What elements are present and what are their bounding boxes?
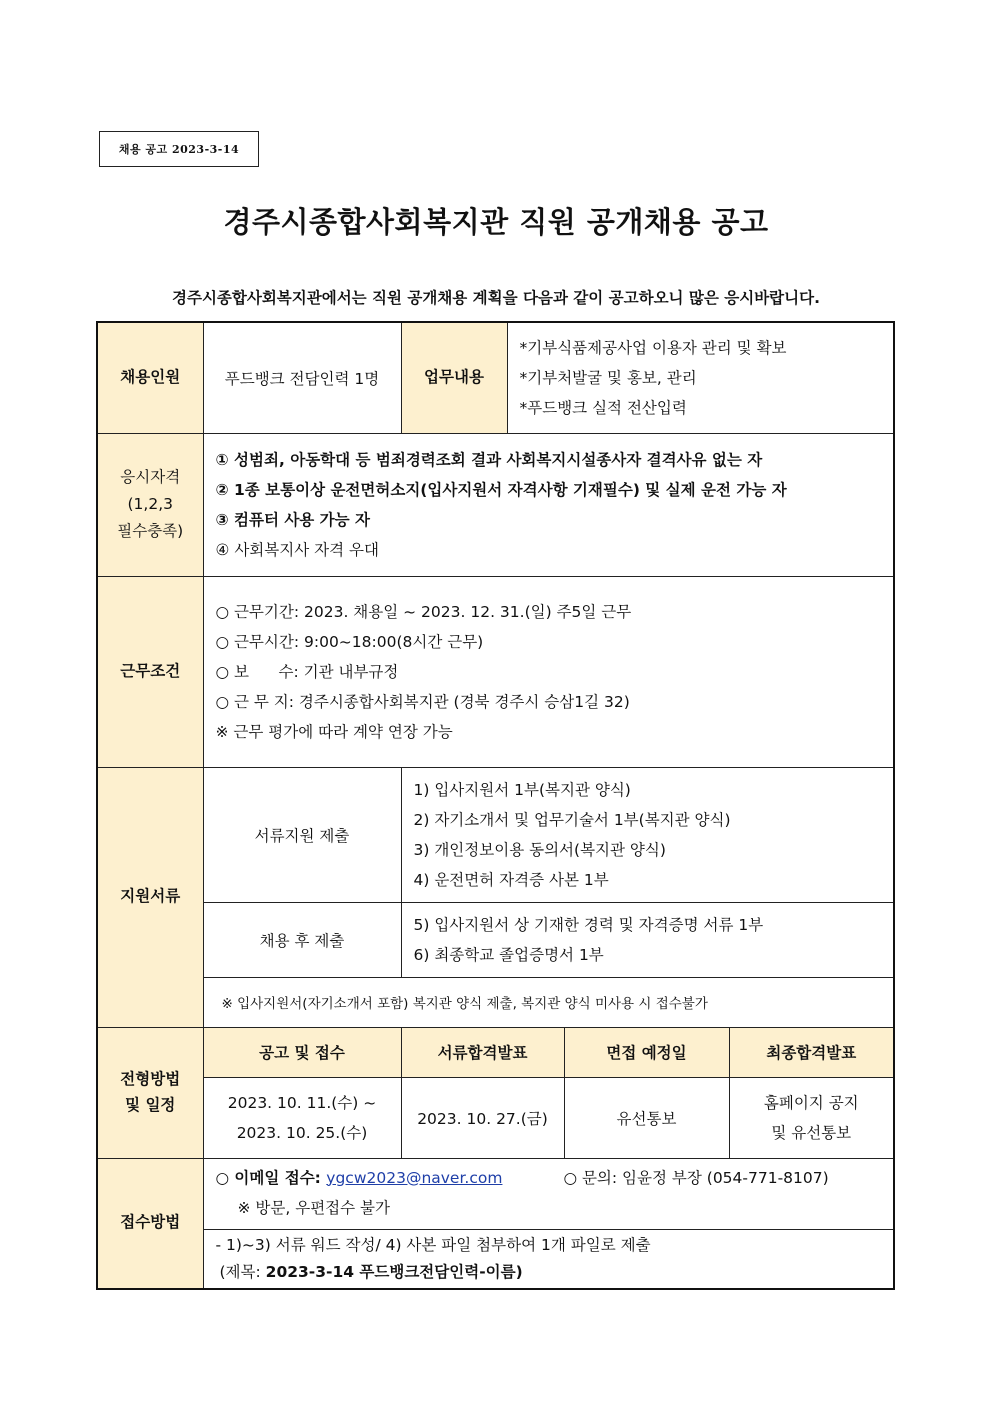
schedule-header: 면접 예정일: [564, 1027, 729, 1077]
row-documents-after: [97, 902, 894, 977]
row-apply-top: [97, 1158, 894, 1229]
submit-list: [401, 767, 894, 902]
submit-label: 서류지원 제출: [203, 767, 401, 902]
row-documents-note: [97, 977, 894, 1027]
documents-note: ※ 입사지원서(자기소개서 포함) 복지관 양식 제출, 복지관 양식 미사용 시 접수불가: [203, 977, 894, 1027]
recruit-label: 채용인원: [97, 322, 203, 433]
schedule-header: 서류합격발표: [401, 1027, 564, 1077]
subject-prefix: (제목:: [219, 1262, 266, 1281]
qualification-item: ④ 사회복지사 자격 우대: [215, 540, 379, 559]
apply-label: 접수방법: [97, 1158, 203, 1289]
document-item: 3) 개인정보이용 동의서(복지관 양식): [413, 840, 666, 859]
conditions-label: 근무조건: [97, 576, 203, 767]
recruitment-table: [96, 321, 895, 1290]
row-documents-submit: [97, 767, 894, 902]
document-item: 2) 자기소개서 및 업무기술서 1부(복지관 양식): [413, 810, 731, 829]
apply-instruction: - 1)~3) 서류 워드 작성/ 4) 사본 파일 첨부하여 1개 파일로 제출: [215, 1235, 651, 1254]
duty-list: [507, 322, 894, 433]
schedule-interview: 유선통보: [564, 1077, 729, 1158]
document-item: 6) 최종학교 졸업증명서 1부: [413, 945, 604, 964]
intro-text: 경주시종합사회복지관에서는 직원 공개채용 계획을 다음과 같이 공고하오니 많은 응시바랍니다.: [172, 289, 820, 307]
qualification-list: [203, 433, 894, 576]
subject-format: 2023-3-14 푸드뱅크전담인력-이름): [265, 1262, 523, 1281]
document-item: 4) 운전면허 자격증 사본 1부: [413, 870, 609, 889]
row-schedule-header: [97, 1027, 894, 1077]
email-link[interactable]: ygcw2023@naver.com: [326, 1168, 503, 1187]
duty-item: *기부식품제공사업 이용자 관리 및 확보: [519, 338, 787, 357]
row-recruit: [97, 322, 894, 433]
schedule-doc-result: 2023. 10. 27.(금): [401, 1077, 564, 1158]
condition-item: ○ 근무기간: 2023. 채용일 ~ 2023. 12. 31.(일) 주5일 근무: [215, 602, 632, 621]
qualification-label: 응시자격 (1,2,3 필수충족): [97, 433, 203, 576]
schedule-label: 전형방법 및 일정: [97, 1027, 203, 1158]
condition-item: ※ 근무 평가에 따라 계약 연장 가능: [215, 722, 453, 741]
duty-item: *기부처발굴 및 홍보, 관리: [519, 368, 697, 387]
schedule-header: 공고 및 접수: [203, 1027, 401, 1077]
schedule-final: 홈페이지 공지 및 유선통보: [729, 1077, 894, 1158]
apply-instruction-cell: [203, 1229, 894, 1289]
documents-label: 지원서류: [97, 767, 203, 1027]
condition-item: ○ 근무시간: 9:00~18:00(8시간 근무): [215, 632, 484, 651]
condition-item: ○ 보 수: 기관 내부규정: [215, 662, 399, 681]
page-title: 경주시종합사회복지관 직원 공개채용 공고: [223, 205, 769, 239]
contact-info: ○ 문의: 임윤정 부장 (054-771-8107): [563, 1168, 829, 1187]
apply-email-cell: [203, 1158, 894, 1229]
notice-number: 채용 공고 2023-3-14: [99, 131, 259, 167]
row-apply-bottom: [97, 1229, 894, 1289]
row-schedule-values: [97, 1077, 894, 1158]
recruit-count: 푸드뱅크 전담인력 1명: [203, 322, 401, 433]
qualification-item: ① 성범죄, 아동학대 등 범죄경력조회 결과 사회복지시설종사자 결격사유 없는 자: [215, 450, 763, 469]
no-visit-note: ※ 방문, 우편접수 불가: [237, 1198, 390, 1217]
row-qualification: [97, 433, 894, 576]
document-item: 1) 입사지원서 1부(복지관 양식): [413, 780, 631, 799]
condition-item: ○ 근 무 지: 경주시종합사회복지관 (경북 경주시 승삼1길 32): [215, 692, 630, 711]
qualification-item: ② 1종 보통이상 운전면허소지(입사지원서 자격사항 기재필수) 및 실제 운전 가능 자: [215, 480, 787, 499]
conditions-list: [203, 576, 894, 767]
schedule-header: 최종합격발표: [729, 1027, 894, 1077]
duty-label: 업무내용: [401, 322, 507, 433]
schedule-announce: 2023. 10. 11.(수) ~ 2023. 10. 25.(수): [203, 1077, 401, 1158]
qualification-item: ③ 컴퓨터 사용 가능 자: [215, 510, 370, 529]
after-label: 채용 후 제출: [203, 902, 401, 977]
document-item: 5) 입사지원서 상 기재한 경력 및 자격증명 서류 1부: [413, 915, 764, 934]
after-list: [401, 902, 894, 977]
email-label: ○ 이메일 접수:: [215, 1168, 327, 1187]
row-conditions: [97, 576, 894, 767]
duty-item: *푸드뱅크 실적 전산입력: [519, 398, 687, 417]
